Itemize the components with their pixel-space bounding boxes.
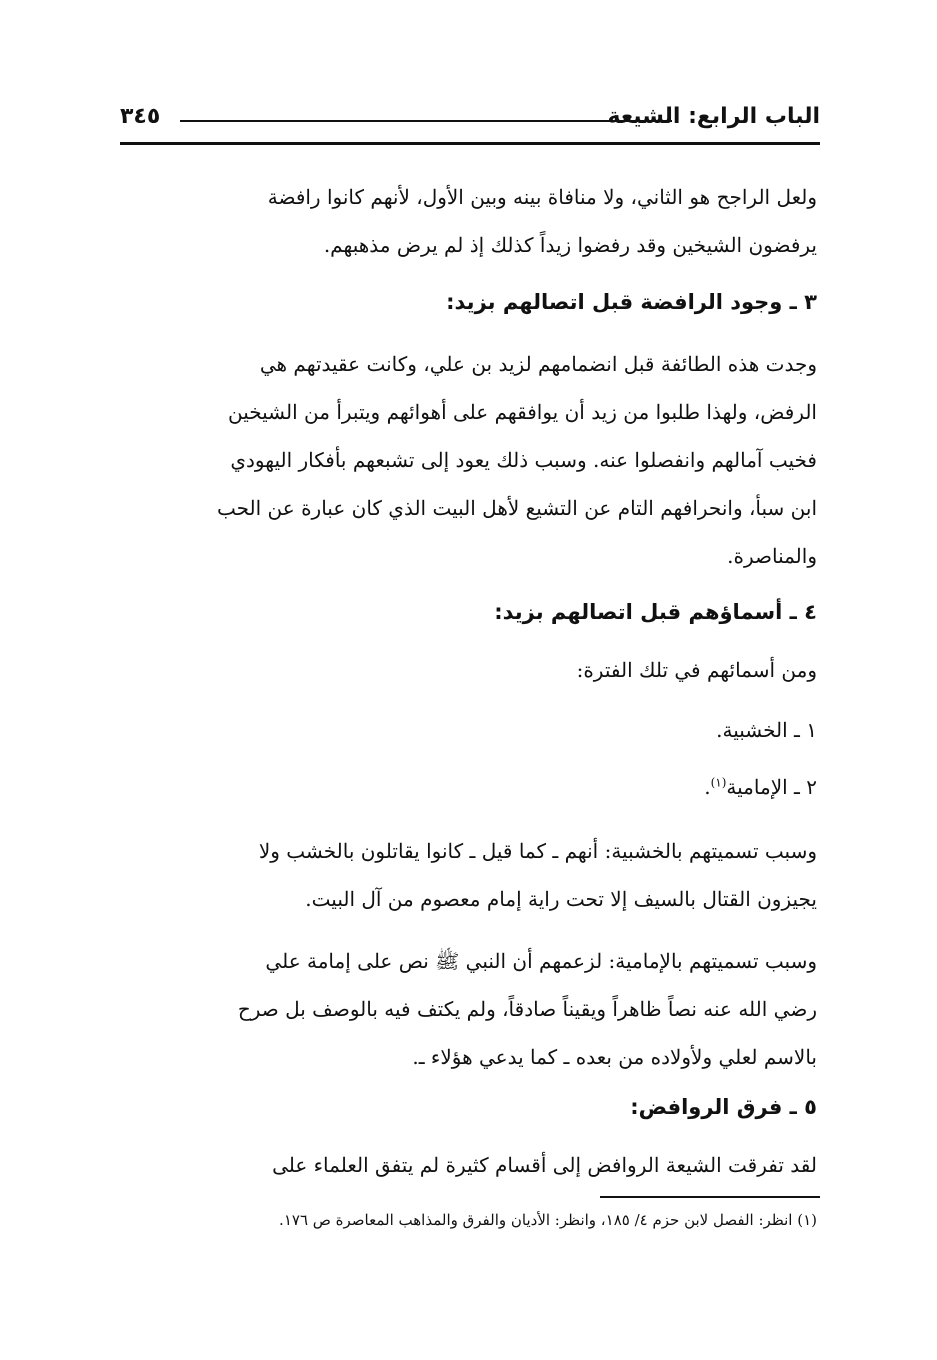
- name-item-1: ١ ـ الخشبية.: [716, 718, 817, 742]
- name-item-2-text: ٢ ـ الإمامية: [726, 775, 817, 799]
- header-rule: [180, 120, 672, 122]
- paragraph-line: لقد تفرقت الشيعة الروافض إلى أقسام كثيرة لم يتفق العلماء على: [272, 1153, 817, 1177]
- footnote: (١) انظر: الفصل لابن حزم ٤/ ١٨٥، وانظر: الأديان والفرق والمذاهب المعاصرة ص ١٧٦.: [279, 1211, 817, 1229]
- paragraph-1: [117, 173, 817, 269]
- section-heading-3: ٣ ـ وجود الرافضة قبل اتصالهم بزيد:: [446, 290, 817, 314]
- section-heading-5: ٥ ـ فرق الروافض:: [630, 1095, 817, 1119]
- name-item-2: [704, 775, 817, 799]
- paragraph-5: [117, 1141, 817, 1189]
- paragraph-line: رضي الله عنه نصاً ظاهراً ويقيناً صادقاً، ولم يكتف فيه بالوصف بل صرح: [237, 997, 817, 1021]
- running-header: [120, 96, 820, 145]
- paragraph-line: وسبب تسميتهم بالخشبية: أنهم ـ كما قيل ـ كانوا يقاتلون بالخشب ولا: [258, 839, 817, 863]
- paragraph-line: ابن سبأ، وانحرافهم التام عن التشيع لأهل البيت الذي كان عبارة عن الحب: [217, 496, 817, 520]
- chapter-title: الباب الرابع: الشيعة: [607, 104, 820, 129]
- paragraph-line: فخيب آمالهم وانفصلوا عنه. وسبب ذلك يعود إلى تشبعهم بأفكار اليهودي: [230, 448, 817, 472]
- paragraph-line: بالاسم لعلي ولأولاده من بعده ـ كما يدعي هؤلاء ـ.: [412, 1045, 817, 1069]
- paragraph-2: [117, 340, 817, 580]
- paragraph-3: [117, 827, 817, 923]
- footnote-ref: (١): [710, 775, 727, 790]
- paragraph-line: الرفض، ولهذا طلبوا من زيد أن يوافقهم على أهوائهم ويتبرأ من الشيخين: [227, 400, 817, 424]
- section-heading-4: ٤ ـ أسماؤهم قبل اتصالهم بزيد:: [494, 600, 817, 624]
- paragraph-line: ولعل الراجح هو الثاني، ولا منافاة بينه وبين الأول، لأنهم كانوا رافضة: [267, 185, 817, 209]
- paragraph-line: يجيزون القتال بالسيف إلا تحت راية إمام معصوم من آل البيت.: [305, 887, 817, 911]
- page-number: ٣٤٥: [120, 104, 161, 129]
- paragraph-line: وسبب تسميتهم بالإمامية: لزعمهم أن النبي ﷺ نص على إمامة علي: [265, 949, 817, 973]
- paragraph-4: [117, 937, 817, 1081]
- footnote-rule: [600, 1196, 820, 1198]
- paragraph-line: وجدت هذه الطائفة قبل انضمامهم لزيد بن علي، وكانت عقيدتهم هي: [259, 352, 817, 376]
- paragraph-line: يرفضون الشيخين وقد رفضوا زيداً كذلك إذ لم يرض مذهبهم.: [323, 233, 817, 257]
- paragraph-line: والمناصرة.: [727, 544, 817, 568]
- names-intro: ومن أسمائهم في تلك الفترة:: [576, 658, 817, 682]
- name-item-2-end: .: [704, 775, 711, 799]
